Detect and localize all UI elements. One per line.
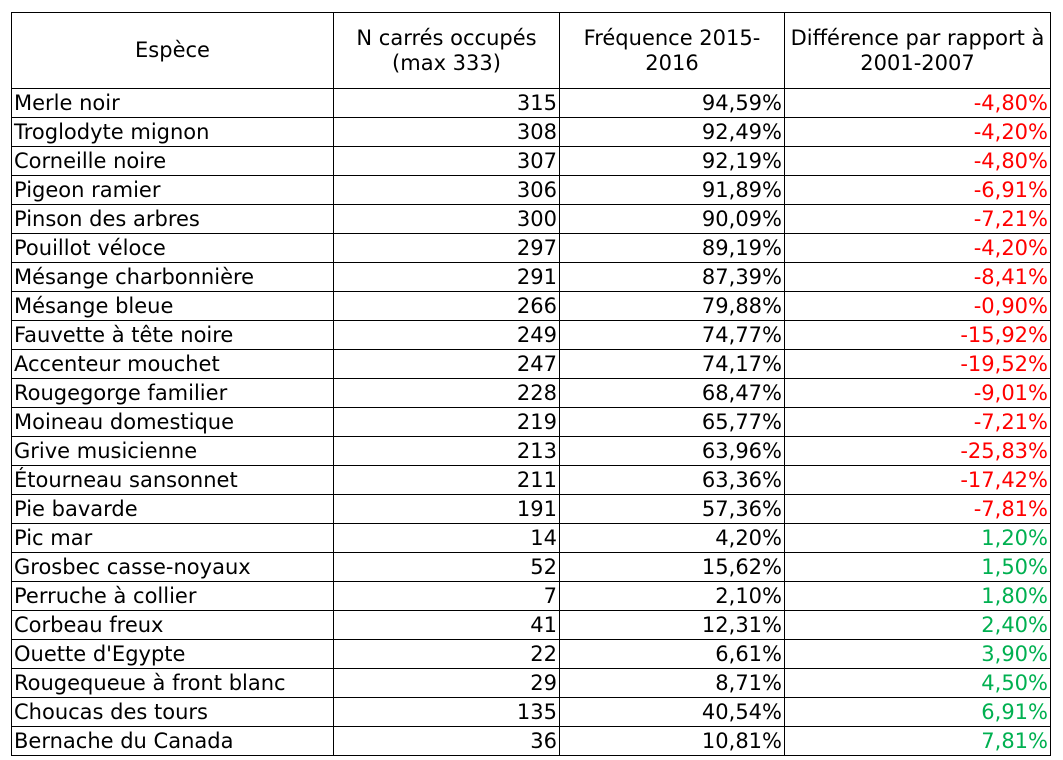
species-cell: Merle noir bbox=[12, 89, 334, 118]
species-cell: Moineau domestique bbox=[12, 408, 334, 437]
frequency-cell: 2,10% bbox=[560, 582, 785, 611]
table-row bbox=[12, 669, 1051, 698]
squares-cell: 249 bbox=[334, 321, 560, 350]
header-difference: Différence par rapport à 2001-2007 bbox=[785, 13, 1051, 89]
table-row bbox=[12, 466, 1051, 495]
header-frequency: Fréquence 2015-2016 bbox=[560, 13, 785, 89]
squares-cell: 191 bbox=[334, 495, 560, 524]
squares-cell: 297 bbox=[334, 234, 560, 263]
frequency-cell: 63,96% bbox=[560, 437, 785, 466]
table-row bbox=[12, 437, 1051, 466]
difference-cell: 1,80% bbox=[785, 582, 1051, 611]
frequency-cell: 40,54% bbox=[560, 698, 785, 727]
table-row bbox=[12, 495, 1051, 524]
frequency-cell: 92,49% bbox=[560, 118, 785, 147]
species-cell: Pic mar bbox=[12, 524, 334, 553]
squares-cell: 41 bbox=[334, 611, 560, 640]
difference-cell: -4,80% bbox=[785, 147, 1051, 176]
frequency-cell: 12,31% bbox=[560, 611, 785, 640]
table-row bbox=[12, 611, 1051, 640]
squares-cell: 306 bbox=[334, 176, 560, 205]
table-body bbox=[12, 89, 1051, 756]
table-row bbox=[12, 553, 1051, 582]
table-row bbox=[12, 350, 1051, 379]
species-cell: Pigeon ramier bbox=[12, 176, 334, 205]
table-row bbox=[12, 234, 1051, 263]
frequency-cell: 87,39% bbox=[560, 263, 785, 292]
frequency-cell: 57,36% bbox=[560, 495, 785, 524]
frequency-cell: 74,17% bbox=[560, 350, 785, 379]
difference-cell: 1,20% bbox=[785, 524, 1051, 553]
frequency-cell: 10,81% bbox=[560, 727, 785, 756]
frequency-cell: 63,36% bbox=[560, 466, 785, 495]
frequency-cell: 94,59% bbox=[560, 89, 785, 118]
difference-cell: 2,40% bbox=[785, 611, 1051, 640]
squares-cell: 52 bbox=[334, 553, 560, 582]
species-cell: Grive musicienne bbox=[12, 437, 334, 466]
table-row bbox=[12, 292, 1051, 321]
squares-cell: 14 bbox=[334, 524, 560, 553]
frequency-cell: 65,77% bbox=[560, 408, 785, 437]
squares-cell: 7 bbox=[334, 582, 560, 611]
difference-cell: -15,92% bbox=[785, 321, 1051, 350]
species-cell: Choucas des tours bbox=[12, 698, 334, 727]
header-squares: N carrés occupés (max 333) bbox=[334, 13, 560, 89]
difference-cell: 6,91% bbox=[785, 698, 1051, 727]
table-row bbox=[12, 263, 1051, 292]
frequency-cell: 92,19% bbox=[560, 147, 785, 176]
squares-cell: 36 bbox=[334, 727, 560, 756]
table-row bbox=[12, 408, 1051, 437]
squares-cell: 315 bbox=[334, 89, 560, 118]
difference-cell: -4,20% bbox=[785, 234, 1051, 263]
header-species: Espèce bbox=[12, 13, 334, 89]
squares-cell: 22 bbox=[334, 640, 560, 669]
difference-cell: -25,83% bbox=[785, 437, 1051, 466]
difference-cell: 7,81% bbox=[785, 727, 1051, 756]
squares-cell: 247 bbox=[334, 350, 560, 379]
species-table bbox=[11, 12, 1051, 756]
table-row bbox=[12, 524, 1051, 553]
squares-cell: 211 bbox=[334, 466, 560, 495]
difference-cell: 3,90% bbox=[785, 640, 1051, 669]
squares-cell: 307 bbox=[334, 147, 560, 176]
difference-cell: -4,80% bbox=[785, 89, 1051, 118]
species-cell: Mésange charbonnière bbox=[12, 263, 334, 292]
species-cell: Ouette d'Egypte bbox=[12, 640, 334, 669]
species-cell: Fauvette à tête noire bbox=[12, 321, 334, 350]
difference-cell: -4,20% bbox=[785, 118, 1051, 147]
species-cell: Corbeau freux bbox=[12, 611, 334, 640]
frequency-cell: 8,71% bbox=[560, 669, 785, 698]
species-cell: Pinson des arbres bbox=[12, 205, 334, 234]
difference-cell: -6,91% bbox=[785, 176, 1051, 205]
frequency-cell: 74,77% bbox=[560, 321, 785, 350]
difference-cell: 4,50% bbox=[785, 669, 1051, 698]
frequency-cell: 91,89% bbox=[560, 176, 785, 205]
table-row bbox=[12, 727, 1051, 756]
squares-cell: 266 bbox=[334, 292, 560, 321]
table-row bbox=[12, 176, 1051, 205]
frequency-cell: 90,09% bbox=[560, 205, 785, 234]
species-cell: Troglodyte mignon bbox=[12, 118, 334, 147]
squares-cell: 291 bbox=[334, 263, 560, 292]
species-cell: Corneille noire bbox=[12, 147, 334, 176]
difference-cell: -19,52% bbox=[785, 350, 1051, 379]
difference-cell: 1,50% bbox=[785, 553, 1051, 582]
table-row bbox=[12, 582, 1051, 611]
table-row bbox=[12, 205, 1051, 234]
frequency-cell: 15,62% bbox=[560, 553, 785, 582]
table-row bbox=[12, 118, 1051, 147]
species-cell: Perruche à collier bbox=[12, 582, 334, 611]
species-cell: Mésange bleue bbox=[12, 292, 334, 321]
table-row bbox=[12, 147, 1051, 176]
squares-cell: 219 bbox=[334, 408, 560, 437]
table-row bbox=[12, 640, 1051, 669]
species-cell: Étourneau sansonnet bbox=[12, 466, 334, 495]
squares-cell: 213 bbox=[334, 437, 560, 466]
difference-cell: -8,41% bbox=[785, 263, 1051, 292]
difference-cell: -17,42% bbox=[785, 466, 1051, 495]
species-cell: Accenteur mouchet bbox=[12, 350, 334, 379]
difference-cell: -7,21% bbox=[785, 408, 1051, 437]
table-row bbox=[12, 698, 1051, 727]
table-row bbox=[12, 89, 1051, 118]
squares-cell: 308 bbox=[334, 118, 560, 147]
frequency-cell: 6,61% bbox=[560, 640, 785, 669]
species-cell: Pouillot véloce bbox=[12, 234, 334, 263]
frequency-cell: 89,19% bbox=[560, 234, 785, 263]
species-cell: Rougegorge familier bbox=[12, 379, 334, 408]
species-cell: Pie bavarde bbox=[12, 495, 334, 524]
table-row bbox=[12, 379, 1051, 408]
frequency-cell: 79,88% bbox=[560, 292, 785, 321]
table-row bbox=[12, 321, 1051, 350]
difference-cell: -7,81% bbox=[785, 495, 1051, 524]
species-cell: Rougequeue à front blanc bbox=[12, 669, 334, 698]
difference-cell: -7,21% bbox=[785, 205, 1051, 234]
difference-cell: -0,90% bbox=[785, 292, 1051, 321]
species-cell: Bernache du Canada bbox=[12, 727, 334, 756]
squares-cell: 228 bbox=[334, 379, 560, 408]
difference-cell: -9,01% bbox=[785, 379, 1051, 408]
table-header-row bbox=[12, 13, 1051, 89]
squares-cell: 300 bbox=[334, 205, 560, 234]
squares-cell: 29 bbox=[334, 669, 560, 698]
frequency-cell: 68,47% bbox=[560, 379, 785, 408]
frequency-cell: 4,20% bbox=[560, 524, 785, 553]
species-cell: Grosbec casse-noyaux bbox=[12, 553, 334, 582]
squares-cell: 135 bbox=[334, 698, 560, 727]
